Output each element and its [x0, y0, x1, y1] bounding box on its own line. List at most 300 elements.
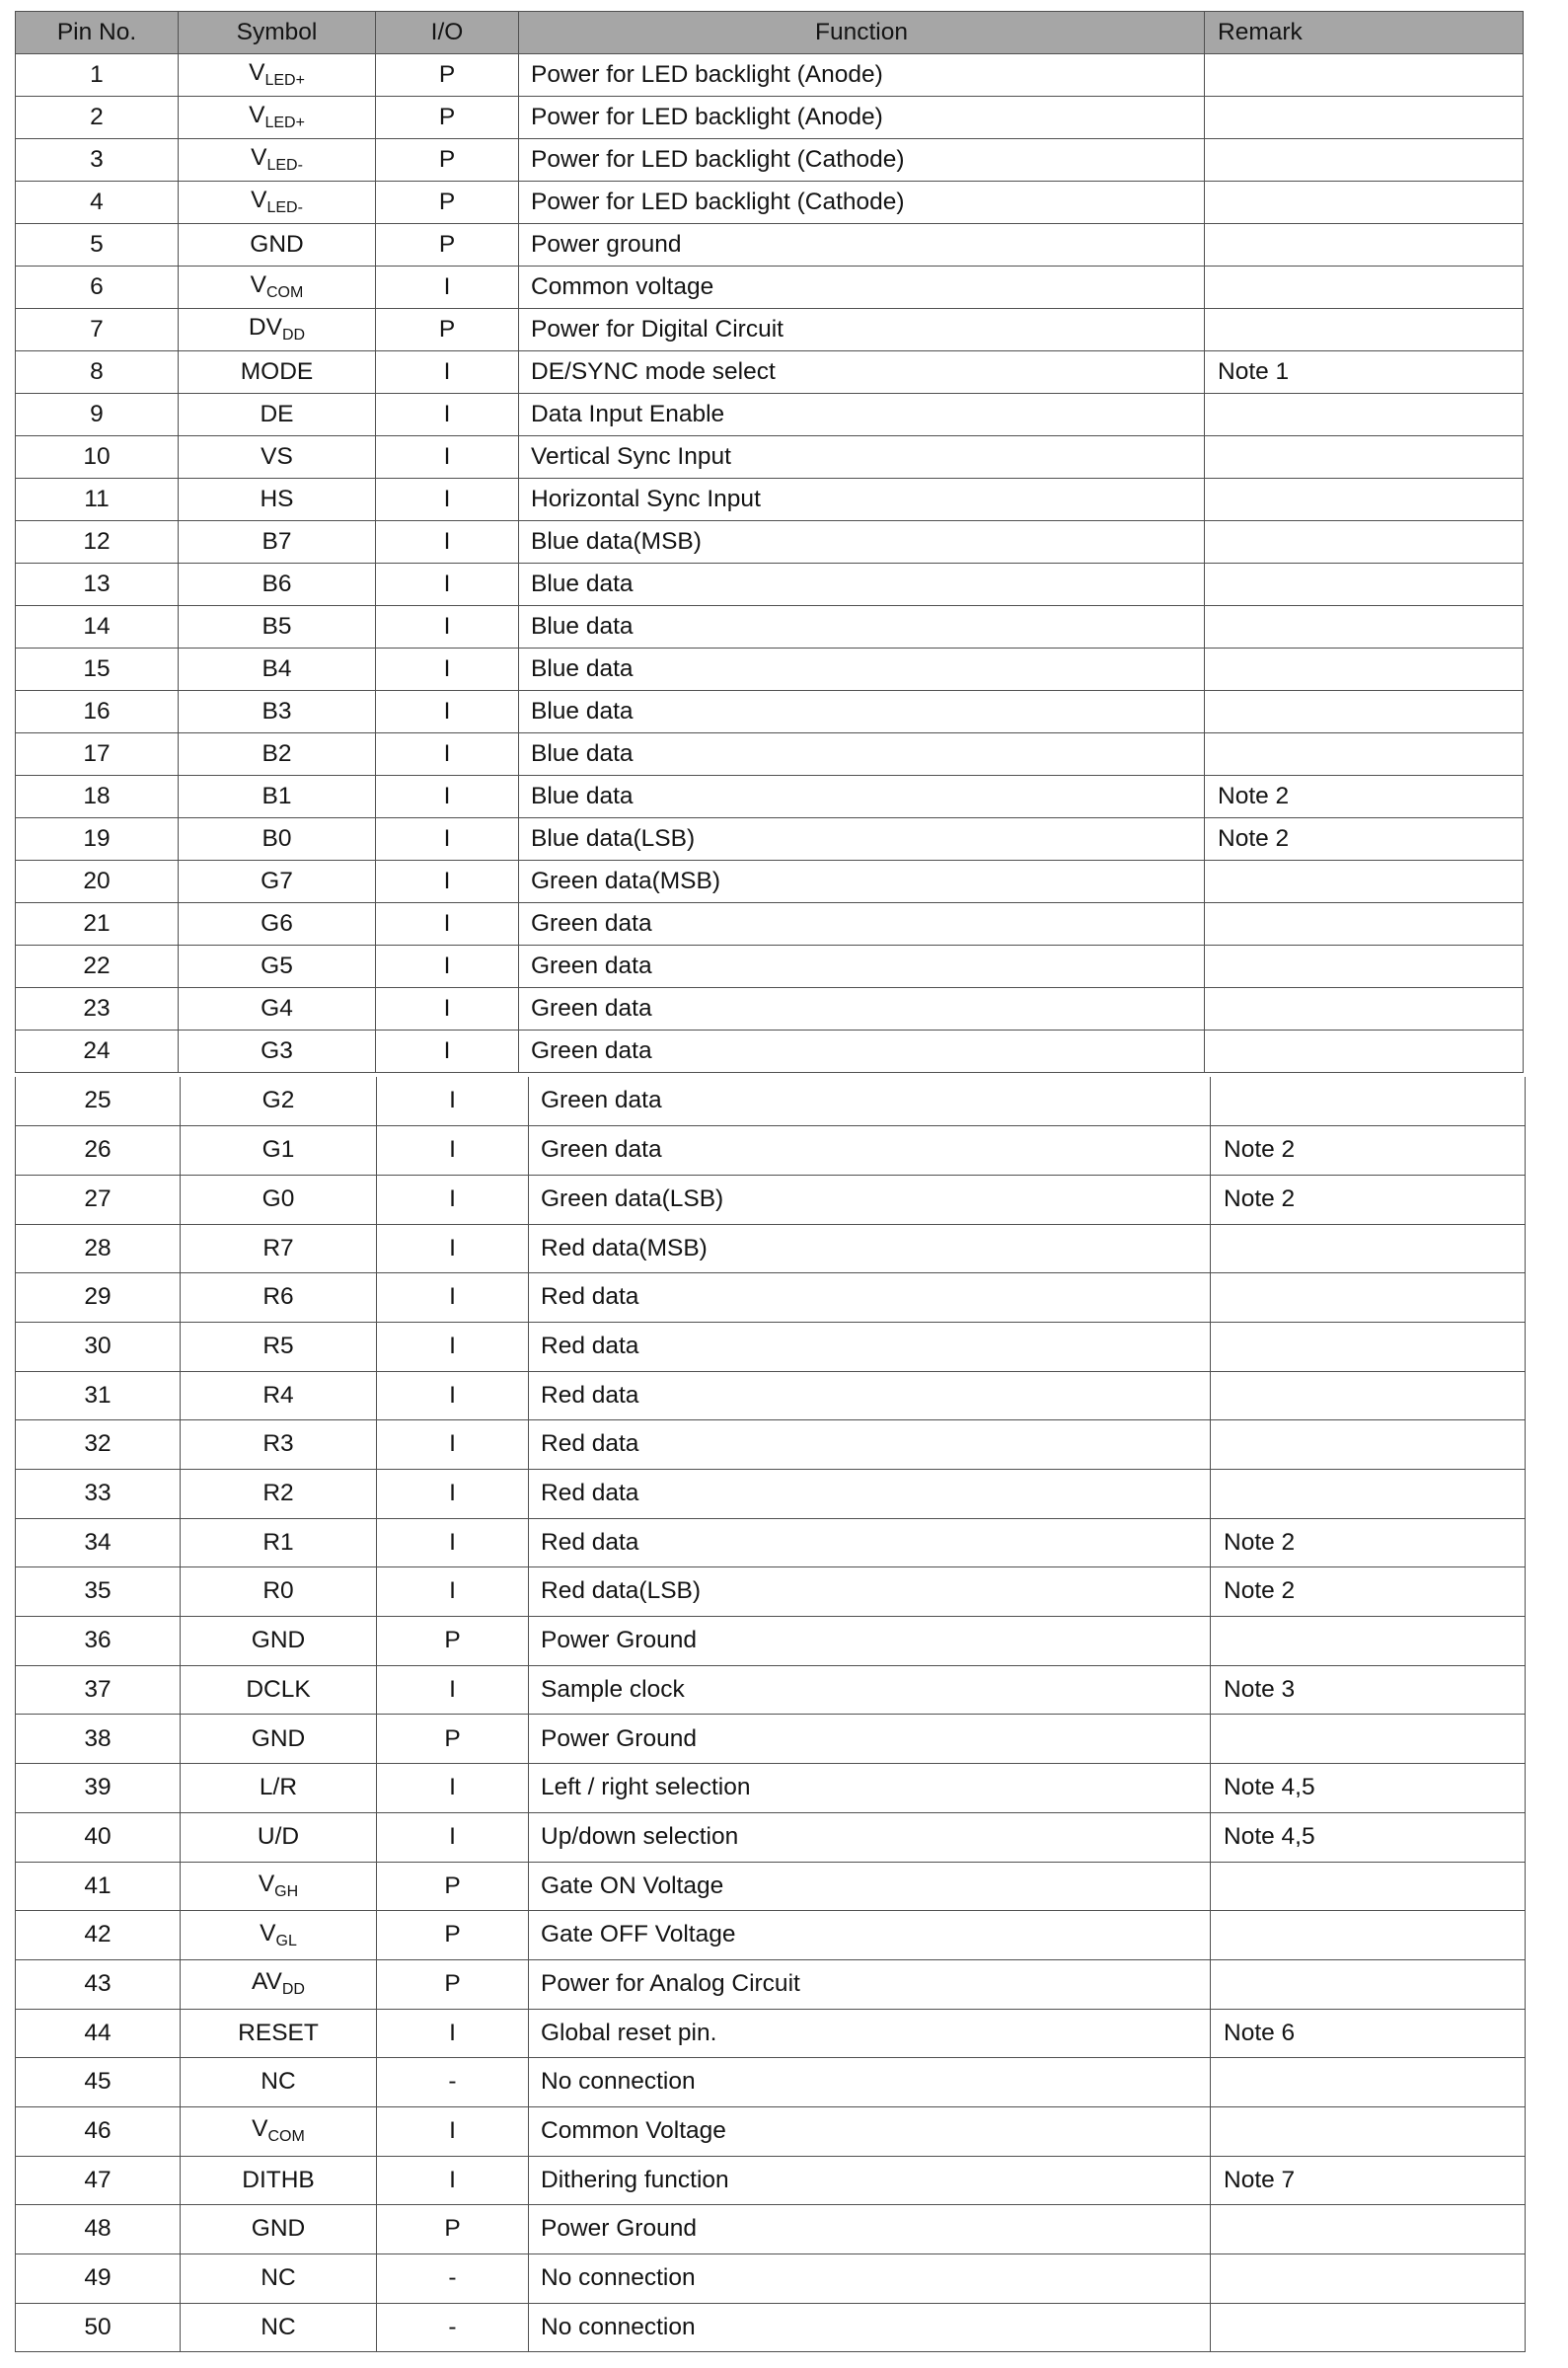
io-cell: I [377, 1126, 529, 1176]
pin-number-cell: 25 [16, 1077, 181, 1126]
function-cell: Horizontal Sync Input [519, 479, 1205, 521]
io-cell: I [377, 1665, 529, 1715]
function-cell: Power Ground [529, 1715, 1211, 1764]
pin-assignment-table [15, 11, 1524, 1073]
symbol-text: R6 [262, 1283, 294, 1311]
pin-assignment-table-continued [15, 1077, 1526, 2352]
symbol-cell [179, 521, 376, 564]
table-row [16, 1812, 1526, 1862]
io-cell: I [377, 1470, 529, 1519]
table-row [16, 818, 1524, 861]
symbol-text: V [251, 144, 267, 171]
remark-cell [1205, 606, 1524, 649]
symbol-text: VS [261, 442, 293, 470]
pin-number-cell: 49 [16, 2254, 181, 2304]
pin-number-cell: 7 [16, 309, 179, 351]
symbol-text: V [249, 59, 265, 86]
symbol-text: V [249, 102, 265, 128]
remark-cell: Note 7 [1211, 2156, 1526, 2205]
io-cell: - [377, 2254, 529, 2304]
symbol-text: B4 [261, 654, 292, 682]
remark-cell [1205, 267, 1524, 309]
table-row [16, 2156, 1526, 2205]
pin-number-cell: 16 [16, 691, 179, 733]
symbol-subscript: DD [281, 1981, 305, 1999]
pin-number-cell: 23 [16, 988, 179, 1031]
function-cell: Green data(LSB) [529, 1175, 1211, 1224]
remark-cell: Note 2 [1205, 776, 1524, 818]
symbol-cell [179, 139, 376, 182]
symbol-text: NC [261, 2313, 296, 2340]
symbol-subscript: COM [267, 2128, 305, 2146]
function-cell: Red data(MSB) [529, 1224, 1211, 1273]
symbol-cell [181, 2106, 377, 2156]
table-row [16, 606, 1524, 649]
symbol-subscript: LED+ [264, 72, 305, 89]
function-cell: Blue data(MSB) [519, 521, 1205, 564]
function-cell: Power for LED backlight (Anode) [519, 97, 1205, 139]
symbol-text: V [258, 1870, 275, 1897]
io-cell: P [377, 1862, 529, 1911]
table-row [16, 1322, 1526, 1371]
pin-number-cell: 30 [16, 1322, 181, 1371]
table-row [16, 2106, 1526, 2156]
table-row [16, 2009, 1526, 2058]
symbol-cell [181, 1567, 377, 1617]
function-cell: Data Input Enable [519, 394, 1205, 436]
symbol-text: MODE [240, 357, 314, 385]
symbol-text: R7 [262, 1234, 294, 1261]
remark-cell [1205, 309, 1524, 351]
function-cell: Blue data [519, 649, 1205, 691]
table-row [16, 1470, 1526, 1519]
symbol-cell [179, 1031, 376, 1073]
io-cell: I [377, 1420, 529, 1470]
table-row [16, 1126, 1526, 1176]
remark-cell [1211, 1224, 1526, 1273]
symbol-cell [179, 691, 376, 733]
symbol-text: R2 [262, 1480, 294, 1507]
symbol-text: R3 [262, 1430, 294, 1458]
function-cell: Red data [529, 1470, 1211, 1519]
symbol-cell [181, 1518, 377, 1567]
remark-cell [1211, 1077, 1526, 1126]
table-row [16, 733, 1524, 776]
function-cell: Power for LED backlight (Cathode) [519, 139, 1205, 182]
io-cell: I [376, 521, 519, 564]
table-body [16, 54, 1524, 1073]
function-cell: No connection [529, 2254, 1211, 2304]
table-row [16, 1617, 1526, 1666]
io-cell: I [376, 903, 519, 946]
symbol-subscript: DD [281, 327, 306, 344]
pin-number-cell: 42 [16, 1911, 181, 1960]
table-row [16, 2303, 1526, 2352]
symbol-cell [181, 1126, 377, 1176]
function-cell: No connection [529, 2303, 1211, 2352]
pin-number-cell: 50 [16, 2303, 181, 2352]
table-row [16, 1567, 1526, 1617]
pin-number-cell: 32 [16, 1420, 181, 1470]
pin-number-cell: 14 [16, 606, 179, 649]
symbol-text: G0 [261, 1184, 295, 1212]
symbol-cell [179, 479, 376, 521]
pin-number-cell: 29 [16, 1273, 181, 1323]
table-row [16, 988, 1524, 1031]
symbol-cell [181, 1862, 377, 1911]
io-cell: I [376, 733, 519, 776]
remark-cell [1205, 903, 1524, 946]
remark-cell [1211, 2205, 1526, 2254]
symbol-cell [181, 2156, 377, 2205]
symbol-cell [181, 1617, 377, 1666]
table-row [16, 97, 1524, 139]
symbol-text: B0 [261, 824, 292, 852]
io-cell: I [376, 1031, 519, 1073]
io-cell: I [376, 818, 519, 861]
table-row [16, 2058, 1526, 2107]
table-row [16, 1911, 1526, 1960]
function-cell: Green data [519, 946, 1205, 988]
remark-cell [1205, 182, 1524, 224]
symbol-cell [181, 1224, 377, 1273]
table-row [16, 1764, 1526, 1813]
pin-number-cell: 44 [16, 2009, 181, 2058]
io-cell: I [376, 988, 519, 1031]
remark-cell [1211, 1959, 1526, 2009]
symbol-text: NC [261, 2068, 296, 2096]
io-cell: I [376, 649, 519, 691]
io-cell: I [377, 2156, 529, 2205]
remark-cell: Note 2 [1205, 818, 1524, 861]
table-row [16, 1371, 1526, 1420]
header-pin-no: Pin No. [16, 12, 179, 54]
pin-number-cell: 43 [16, 1959, 181, 2009]
function-cell: Power for Digital Circuit [519, 309, 1205, 351]
pin-number-cell: 9 [16, 394, 179, 436]
pin-number-cell: 31 [16, 1371, 181, 1420]
remark-cell: Note 2 [1211, 1126, 1526, 1176]
symbol-cell [181, 1273, 377, 1323]
io-cell: - [377, 2058, 529, 2107]
pin-number-cell: 40 [16, 1812, 181, 1862]
symbol-text: GND [251, 1724, 306, 1752]
io-cell: P [376, 97, 519, 139]
symbol-cell [179, 182, 376, 224]
table-row [16, 1959, 1526, 2009]
io-cell: I [376, 394, 519, 436]
table-row [16, 1862, 1526, 1911]
io-cell: I [377, 1812, 529, 1862]
function-cell: Blue data [519, 606, 1205, 649]
table-row [16, 776, 1524, 818]
table-row [16, 649, 1524, 691]
table-row [16, 1715, 1526, 1764]
io-cell: I [376, 606, 519, 649]
symbol-text: B6 [261, 570, 292, 597]
pin-number-cell: 24 [16, 1031, 179, 1073]
symbol-subscript: LED+ [264, 115, 305, 131]
function-cell: Dithering function [529, 2156, 1211, 2205]
symbol-text: V [252, 2115, 268, 2143]
symbol-cell [179, 946, 376, 988]
symbol-text: DCLK [246, 1675, 311, 1703]
remark-cell: Note 6 [1211, 2009, 1526, 2058]
pin-number-cell: 5 [16, 224, 179, 267]
symbol-text: G5 [261, 952, 293, 979]
symbol-cell [179, 97, 376, 139]
symbol-cell [181, 1764, 377, 1813]
remark-cell [1211, 1470, 1526, 1519]
remark-cell [1211, 1371, 1526, 1420]
pin-number-cell: 20 [16, 861, 179, 903]
pin-number-cell: 28 [16, 1224, 181, 1273]
io-cell: P [377, 2205, 529, 2254]
io-cell: I [376, 436, 519, 479]
symbol-cell [179, 267, 376, 309]
io-cell: P [377, 1715, 529, 1764]
pin-number-cell: 1 [16, 54, 179, 97]
symbol-subscript: COM [266, 284, 304, 301]
symbol-cell [179, 649, 376, 691]
symbol-subscript: GH [274, 1882, 299, 1900]
header-remark: Remark [1205, 12, 1524, 54]
io-cell: I [376, 691, 519, 733]
symbol-text: B7 [261, 527, 292, 555]
table-row [16, 946, 1524, 988]
symbol-text: G7 [261, 867, 293, 894]
pin-number-cell: 10 [16, 436, 179, 479]
table-row [16, 1273, 1526, 1323]
function-cell: Red data [529, 1273, 1211, 1323]
function-cell: Power for LED backlight (Cathode) [519, 182, 1205, 224]
symbol-cell [181, 1911, 377, 1960]
table-row [16, 1031, 1524, 1073]
remark-cell [1211, 2303, 1526, 2352]
symbol-cell [181, 2254, 377, 2304]
function-cell: Blue data(LSB) [519, 818, 1205, 861]
table-header [16, 12, 1524, 54]
symbol-cell [181, 1665, 377, 1715]
io-cell: I [377, 1518, 529, 1567]
symbol-text: R1 [262, 1528, 294, 1556]
symbol-text: AV [252, 1968, 282, 1996]
io-cell: I [377, 1322, 529, 1371]
table-row [16, 182, 1524, 224]
remark-cell [1205, 139, 1524, 182]
io-cell: I [377, 2106, 529, 2156]
table-row [16, 2254, 1526, 2304]
symbol-cell [179, 394, 376, 436]
table-row [16, 1518, 1526, 1567]
symbol-cell [181, 2205, 377, 2254]
symbol-cell [181, 1470, 377, 1519]
table-row [16, 861, 1524, 903]
symbol-cell [179, 988, 376, 1031]
table-row [16, 521, 1524, 564]
io-cell: P [377, 1617, 529, 1666]
pin-number-cell: 48 [16, 2205, 181, 2254]
table-body [16, 1077, 1526, 2352]
io-cell: I [376, 267, 519, 309]
table-row [16, 1077, 1526, 1126]
function-cell: Sample clock [529, 1665, 1211, 1715]
table-row [16, 1175, 1526, 1224]
symbol-subscript: LED- [266, 199, 303, 216]
remark-cell: Note 2 [1211, 1518, 1526, 1567]
symbol-cell [181, 1812, 377, 1862]
function-cell: Red data [529, 1371, 1211, 1420]
function-cell: Left / right selection [529, 1764, 1211, 1813]
table-row [16, 479, 1524, 521]
io-cell: I [377, 1371, 529, 1420]
table-row [16, 267, 1524, 309]
io-cell: P [376, 182, 519, 224]
io-cell: I [377, 1077, 529, 1126]
pin-number-cell: 15 [16, 649, 179, 691]
remark-cell [1211, 1911, 1526, 1960]
symbol-text: HS [260, 485, 294, 512]
symbol-cell [179, 564, 376, 606]
pin-number-cell: 2 [16, 97, 179, 139]
symbol-cell [181, 1322, 377, 1371]
io-cell: I [376, 351, 519, 394]
remark-cell [1211, 1420, 1526, 1470]
function-cell: Green data [519, 903, 1205, 946]
io-cell: I [376, 946, 519, 988]
function-cell: Power for LED backlight (Anode) [519, 54, 1205, 97]
remark-cell [1211, 1322, 1526, 1371]
symbol-text: U/D [257, 1822, 300, 1850]
remark-cell: Note 2 [1211, 1567, 1526, 1617]
function-cell: Common Voltage [529, 2106, 1211, 2156]
symbol-cell [179, 733, 376, 776]
pin-number-cell: 12 [16, 521, 179, 564]
pin-number-cell: 27 [16, 1175, 181, 1224]
table-row [16, 564, 1524, 606]
function-cell: Blue data [519, 733, 1205, 776]
symbol-cell [179, 606, 376, 649]
pin-number-cell: 35 [16, 1567, 181, 1617]
header-row [16, 12, 1524, 54]
function-cell: Blue data [519, 776, 1205, 818]
symbol-cell [179, 861, 376, 903]
function-cell: Vertical Sync Input [519, 436, 1205, 479]
header-io: I/O [376, 12, 519, 54]
io-cell: P [376, 224, 519, 267]
remark-cell [1211, 2058, 1526, 2107]
symbol-text: GND [251, 1627, 306, 1654]
io-cell: P [376, 54, 519, 97]
remark-cell [1205, 564, 1524, 606]
symbol-text: G3 [261, 1036, 293, 1064]
remark-cell [1205, 861, 1524, 903]
symbol-cell [179, 776, 376, 818]
symbol-cell [181, 1077, 377, 1126]
symbol-text: R0 [262, 1577, 294, 1605]
symbol-subscript: GL [275, 1932, 297, 1949]
symbol-text: DE [260, 400, 294, 427]
symbol-cell [179, 54, 376, 97]
symbol-cell [179, 224, 376, 267]
table-row [16, 436, 1524, 479]
io-cell: I [377, 1764, 529, 1813]
remark-cell: Note 1 [1205, 351, 1524, 394]
remark-cell: Note 4,5 [1211, 1764, 1526, 1813]
io-cell: P [376, 139, 519, 182]
remark-cell [1211, 1617, 1526, 1666]
symbol-cell [181, 1715, 377, 1764]
pin-number-cell: 21 [16, 903, 179, 946]
table-row [16, 1420, 1526, 1470]
function-cell: Red data(LSB) [529, 1567, 1211, 1617]
function-cell: Red data [529, 1518, 1211, 1567]
function-cell: Gate OFF Voltage [529, 1911, 1211, 1960]
pin-number-cell: 11 [16, 479, 179, 521]
remark-cell: Note 2 [1211, 1175, 1526, 1224]
symbol-text: V [251, 187, 267, 213]
remark-cell [1211, 2254, 1526, 2304]
pin-number-cell: 6 [16, 267, 179, 309]
remark-cell [1205, 97, 1524, 139]
symbol-text: B3 [261, 697, 292, 725]
io-cell: P [377, 1911, 529, 1960]
remark-cell [1211, 1862, 1526, 1911]
function-cell: No connection [529, 2058, 1211, 2107]
symbol-text: DITHB [242, 2166, 315, 2193]
symbol-text: L/R [259, 1774, 298, 1801]
remark-cell [1211, 2106, 1526, 2156]
symbol-cell [179, 309, 376, 351]
symbol-text: NC [261, 2264, 296, 2292]
header-symbol: Symbol [179, 12, 376, 54]
symbol-text: B1 [261, 782, 292, 809]
pin-number-cell: 22 [16, 946, 179, 988]
pin-number-cell: 19 [16, 818, 179, 861]
function-cell: Blue data [519, 691, 1205, 733]
function-cell: DE/SYNC mode select [519, 351, 1205, 394]
symbol-cell [179, 351, 376, 394]
pin-number-cell: 41 [16, 1862, 181, 1911]
table-row [16, 1224, 1526, 1273]
io-cell: P [376, 309, 519, 351]
table-row [16, 224, 1524, 267]
table-row [16, 351, 1524, 394]
table-row [16, 2205, 1526, 2254]
symbol-text: GND [251, 2215, 306, 2243]
pin-number-cell: 8 [16, 351, 179, 394]
io-cell: I [376, 564, 519, 606]
remark-cell [1211, 1273, 1526, 1323]
io-cell: P [377, 1959, 529, 2009]
pin-number-cell: 26 [16, 1126, 181, 1176]
symbol-text: G1 [261, 1136, 295, 1164]
symbol-text: B5 [261, 612, 292, 640]
symbol-text: R4 [262, 1381, 294, 1409]
pin-number-cell: 45 [16, 2058, 181, 2107]
symbol-cell [181, 2009, 377, 2058]
symbol-cell [181, 2058, 377, 2107]
remark-cell [1205, 521, 1524, 564]
table-row [16, 309, 1524, 351]
function-cell: Power Ground [529, 2205, 1211, 2254]
symbol-cell [181, 1371, 377, 1420]
symbol-text: G2 [261, 1087, 295, 1114]
function-cell: Global reset pin. [529, 2009, 1211, 2058]
remark-cell [1211, 1715, 1526, 1764]
symbol-subscript: LED- [266, 157, 303, 174]
symbol-cell [181, 2303, 377, 2352]
